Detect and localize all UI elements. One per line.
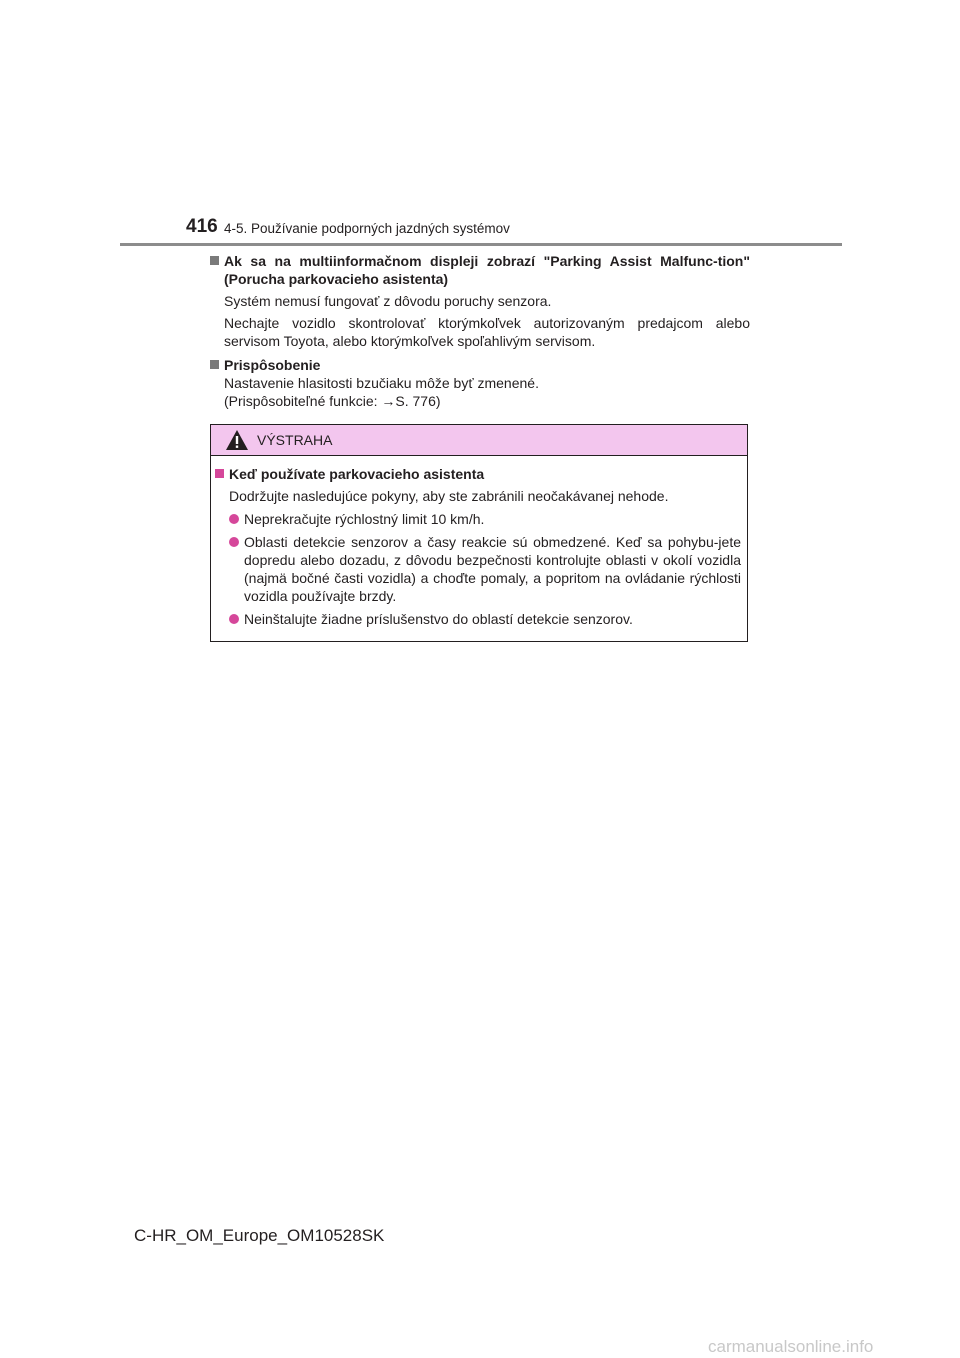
warning-header (211, 425, 747, 456)
warning-heading-text: Keď používate parkovacieho asistenta (229, 466, 485, 482)
list-item (215, 533, 743, 605)
warning-box (210, 424, 748, 642)
warning-triangle-icon (225, 429, 249, 451)
main-content (210, 252, 750, 410)
watermark: carmanualsonline.info (708, 1337, 874, 1356)
square-bullet-icon (210, 360, 219, 369)
paragraph: Systém nemusí fungovať z dôvodu poruchy senzora. (224, 293, 552, 309)
list-item-text: Oblasti detekcie senzorov a časy reakcie sú obmedzené. Keď sa pohybu-jete dopredu alebo dozadu, z dôvodu bezpečnosti kontrolujte oblasti v okolí vozidla (najmä bočné časti vozidla) a choďte pomaly, a popritom na ovládanie rýchlosti vozidla používajte brzdy. (244, 534, 741, 604)
list-item (215, 510, 743, 528)
square-bullet-icon (210, 256, 219, 265)
warning-intro: Dodržujte nasledujúce pokyny, aby ste zabránili neočakávanej nehode. (229, 488, 669, 504)
page-number: 416 (186, 216, 218, 237)
warning-title: VÝSTRAHA (257, 432, 333, 448)
paragraph: Nechajte vozidlo skontrolovať ktorýmkoľvek autorizovaným predajcom alebo servisom Toyota, alebo ktorýmkoľvek spoľahlivým servisom. (224, 315, 750, 349)
header-rule (120, 243, 842, 246)
paragraph: Nastavenie hlasitosti bzučiaku môže byť zmenené. (224, 375, 539, 391)
cross-reference: (Prispôsobiteľné funkcie: →S. 776) (224, 393, 441, 409)
square-bullet-icon (215, 469, 224, 478)
bullet-dot-icon (229, 514, 239, 524)
section-heading (210, 356, 750, 374)
warning-heading (215, 465, 743, 483)
section-heading-text: Prispôsobenie (224, 357, 321, 373)
list-item (215, 610, 743, 628)
bullet-dot-icon (229, 614, 239, 624)
list-item-text: Neprekračujte rýchlostný limit 10 km/h. (244, 511, 485, 527)
document-code: C-HR_OM_Europe_OM10528SK (134, 1226, 385, 1245)
warning-body (215, 465, 743, 628)
section-heading (210, 252, 750, 288)
chapter-title: 4-5. Používanie podporných jazdných systémov (224, 221, 510, 236)
list-item-text: Neinštalujte žiadne príslušenstvo do oblastí detekcie senzorov. (244, 611, 633, 627)
bullet-dot-icon (229, 537, 239, 547)
section-heading-text: Ak sa na multiinformačnom displeji zobrazí "Parking Assist Malfunc-tion" (Porucha parkovacieho asistenta) (224, 253, 750, 287)
